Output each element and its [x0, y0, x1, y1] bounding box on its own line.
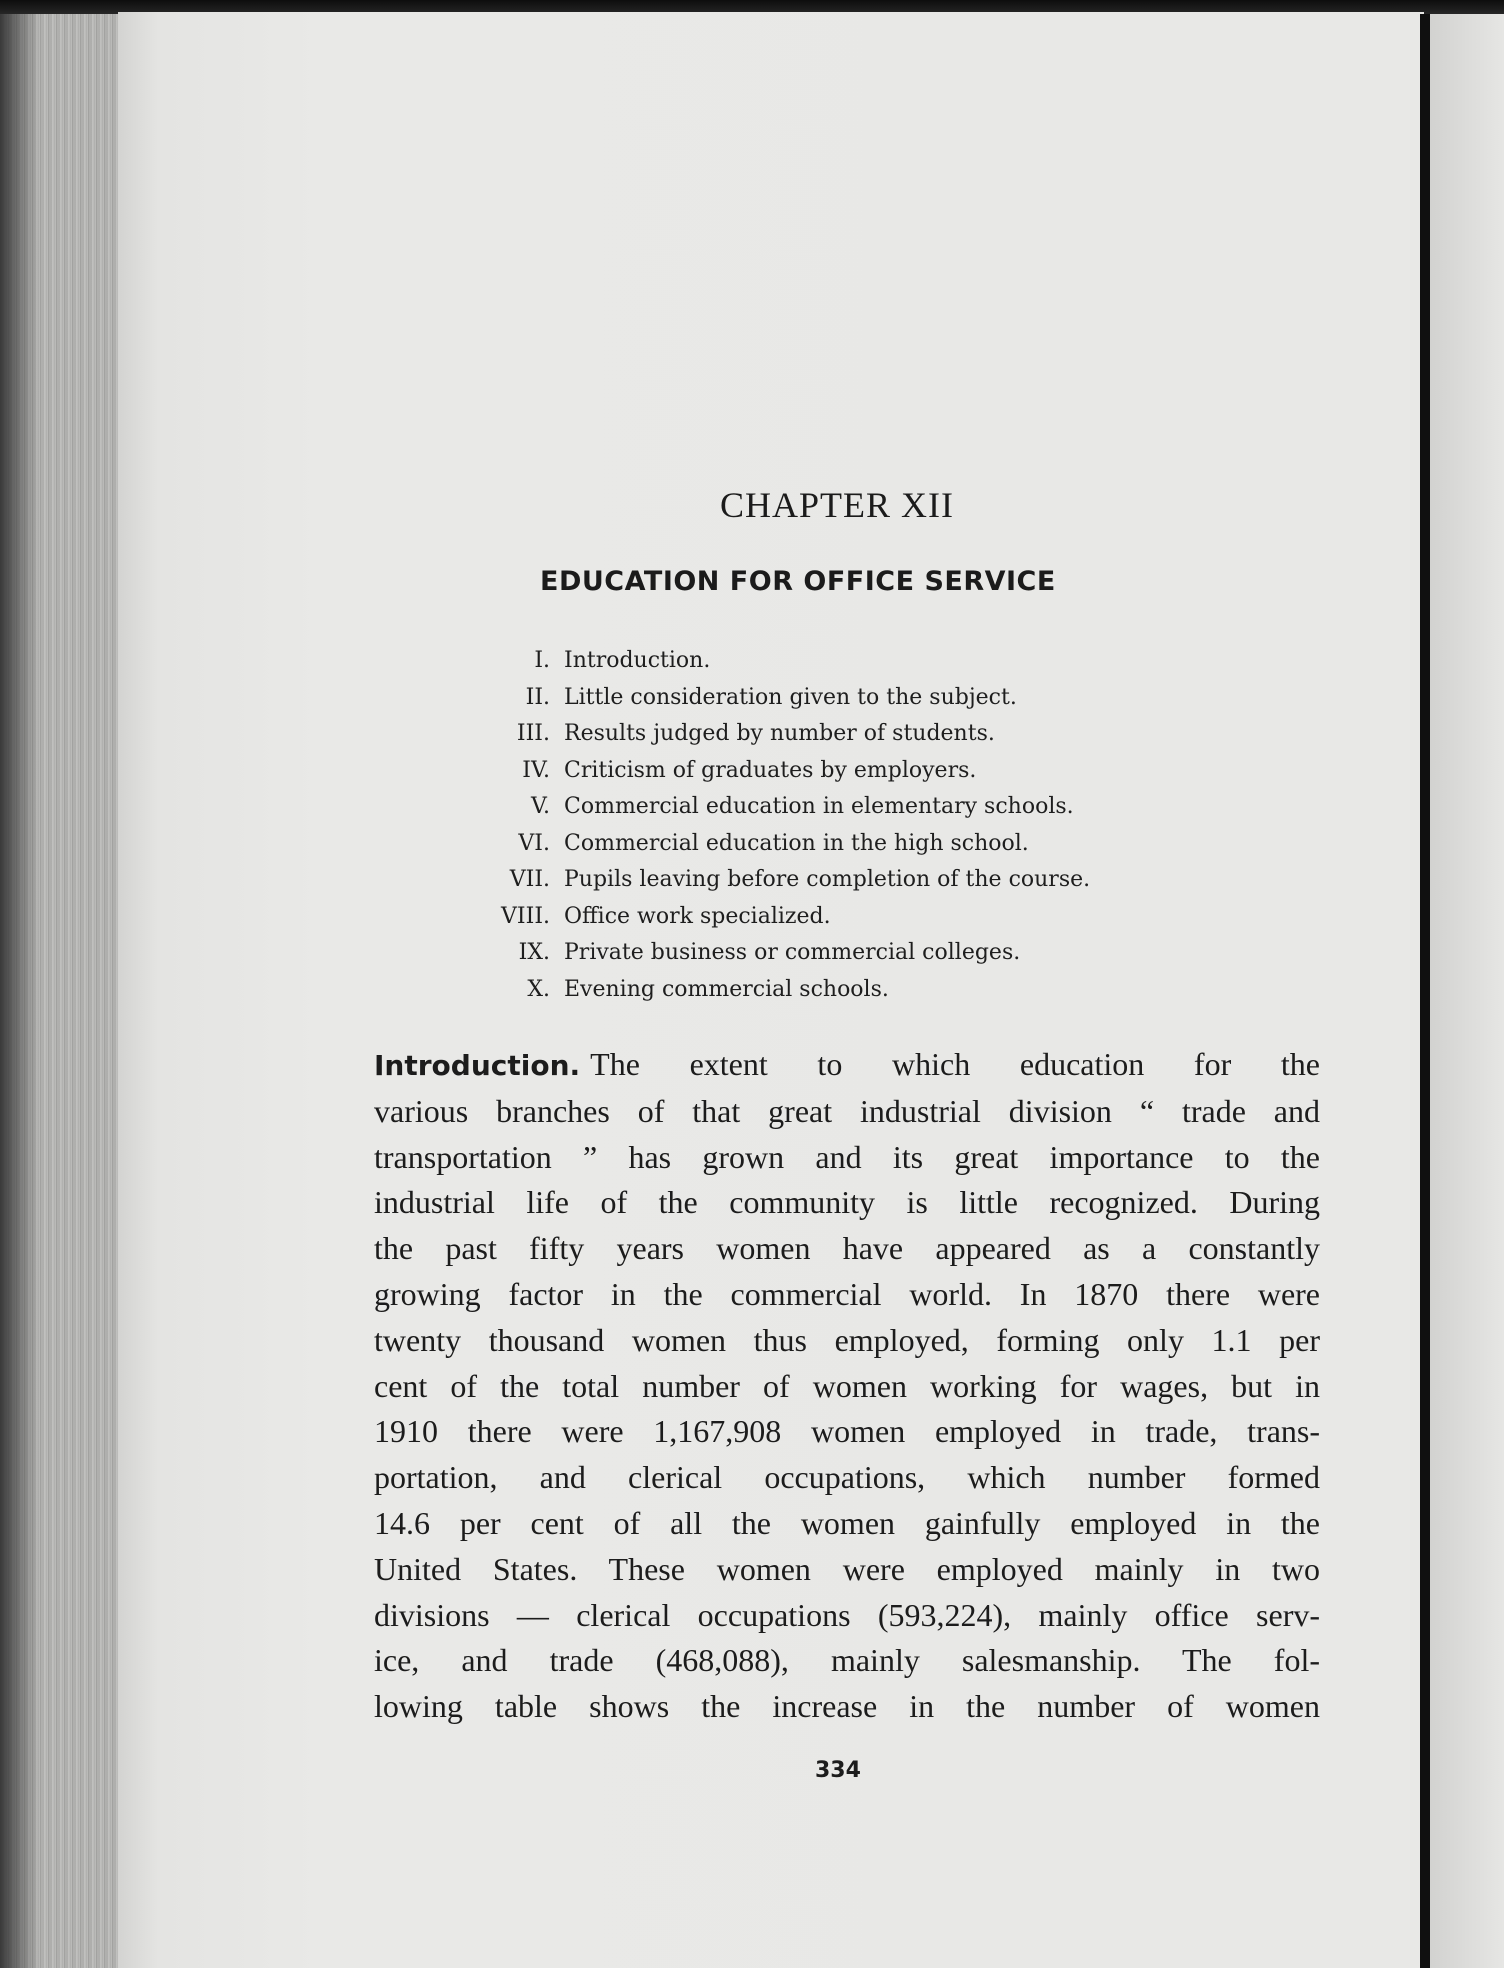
- toc-number: II.: [525, 684, 550, 710]
- body-line: transportation ” has grown and its great importance to the: [374, 1138, 1320, 1175]
- toc-item: [440, 899, 1260, 936]
- body-line: portation, and clerical occupations, which number formed: [374, 1459, 1320, 1496]
- toc-text: Evening commercial schools.: [564, 976, 889, 1002]
- toc-number: X.: [527, 976, 550, 1002]
- toc-number: V.: [530, 794, 550, 819]
- body-line: cent of the total number of women working for wages, but in: [374, 1367, 1320, 1404]
- toc-text: Commercial education in elementary schools.: [564, 794, 1074, 819]
- toc-number: VIII.: [501, 903, 550, 929]
- body-line: 1910 there were 1,167,908 women employed in trade, trans-: [374, 1413, 1320, 1450]
- toc-number: VII.: [509, 867, 550, 892]
- body-line: lowing table shows the increase in the number of women: [374, 1688, 1320, 1725]
- chapter-contents-list: [440, 643, 1260, 1008]
- toc-text: Introduction.: [564, 648, 711, 673]
- toc-number: VI.: [518, 830, 550, 856]
- body-paragraph: [374, 1042, 1320, 1730]
- body-line: [374, 1042, 1320, 1089]
- toc-text: Pupils leaving before completion of the course.: [564, 867, 1091, 892]
- toc-number: III.: [516, 721, 550, 746]
- body-line: industrial life of the community is little recognized. During: [374, 1184, 1320, 1221]
- toc-text: Results judged by number of students.: [564, 721, 995, 746]
- toc-number: I.: [534, 648, 550, 673]
- toc-text: Little consideration given to the subject.: [564, 684, 1017, 710]
- body-line: divisions — clerical occupations (593,224), mainly office serv-: [374, 1596, 1320, 1633]
- toc-item: [440, 935, 1260, 972]
- body-line: ice, and trade (468,088), mainly salesmanship. The fol-: [374, 1642, 1320, 1679]
- body-line-text: The extent to which education for the: [590, 1046, 1320, 1082]
- toc-item: [440, 753, 1260, 790]
- toc-item: [440, 680, 1260, 717]
- toc-text: Commercial education in the high school.: [564, 830, 1029, 856]
- toc-text: Private business or commercial colleges.: [564, 940, 1021, 965]
- body-line: twenty thousand women thus employed, forming only 1.1 per: [374, 1321, 1320, 1358]
- body-line: the past fifty years women have appeared as a constantly: [374, 1230, 1320, 1267]
- toc-item: [440, 862, 1260, 899]
- toc-item: [440, 643, 1260, 680]
- book-gutter: [1420, 14, 1430, 1968]
- toc-text: Office work specialized.: [564, 903, 831, 929]
- toc-item: [440, 789, 1260, 826]
- body-line: growing factor in the commercial world. In 1870 there were: [374, 1275, 1320, 1312]
- facing-page-edge: [1430, 14, 1504, 1968]
- paragraph-lead-in: Introduction.: [374, 1049, 581, 1082]
- toc-number: IX.: [518, 940, 550, 965]
- toc-item: [440, 826, 1260, 863]
- toc-item: [440, 716, 1260, 753]
- body-line: United States. These women were employed mainly in two: [374, 1550, 1320, 1587]
- chapter-title: EDUCATION FOR OFFICE SERVICE: [540, 566, 1056, 597]
- body-line: various branches of that great industrial division “ trade and: [374, 1092, 1320, 1129]
- toc-text: Criticism of graduates by employers.: [564, 757, 977, 783]
- page-number: 334: [815, 1758, 861, 1783]
- body-line: 14.6 per cent of all the women gainfully employed in the: [374, 1504, 1320, 1541]
- book-edge-shadow: [0, 14, 40, 1968]
- toc-number: IV.: [522, 757, 550, 783]
- toc-item: [440, 972, 1260, 1009]
- chapter-heading: CHAPTER XII: [720, 485, 954, 525]
